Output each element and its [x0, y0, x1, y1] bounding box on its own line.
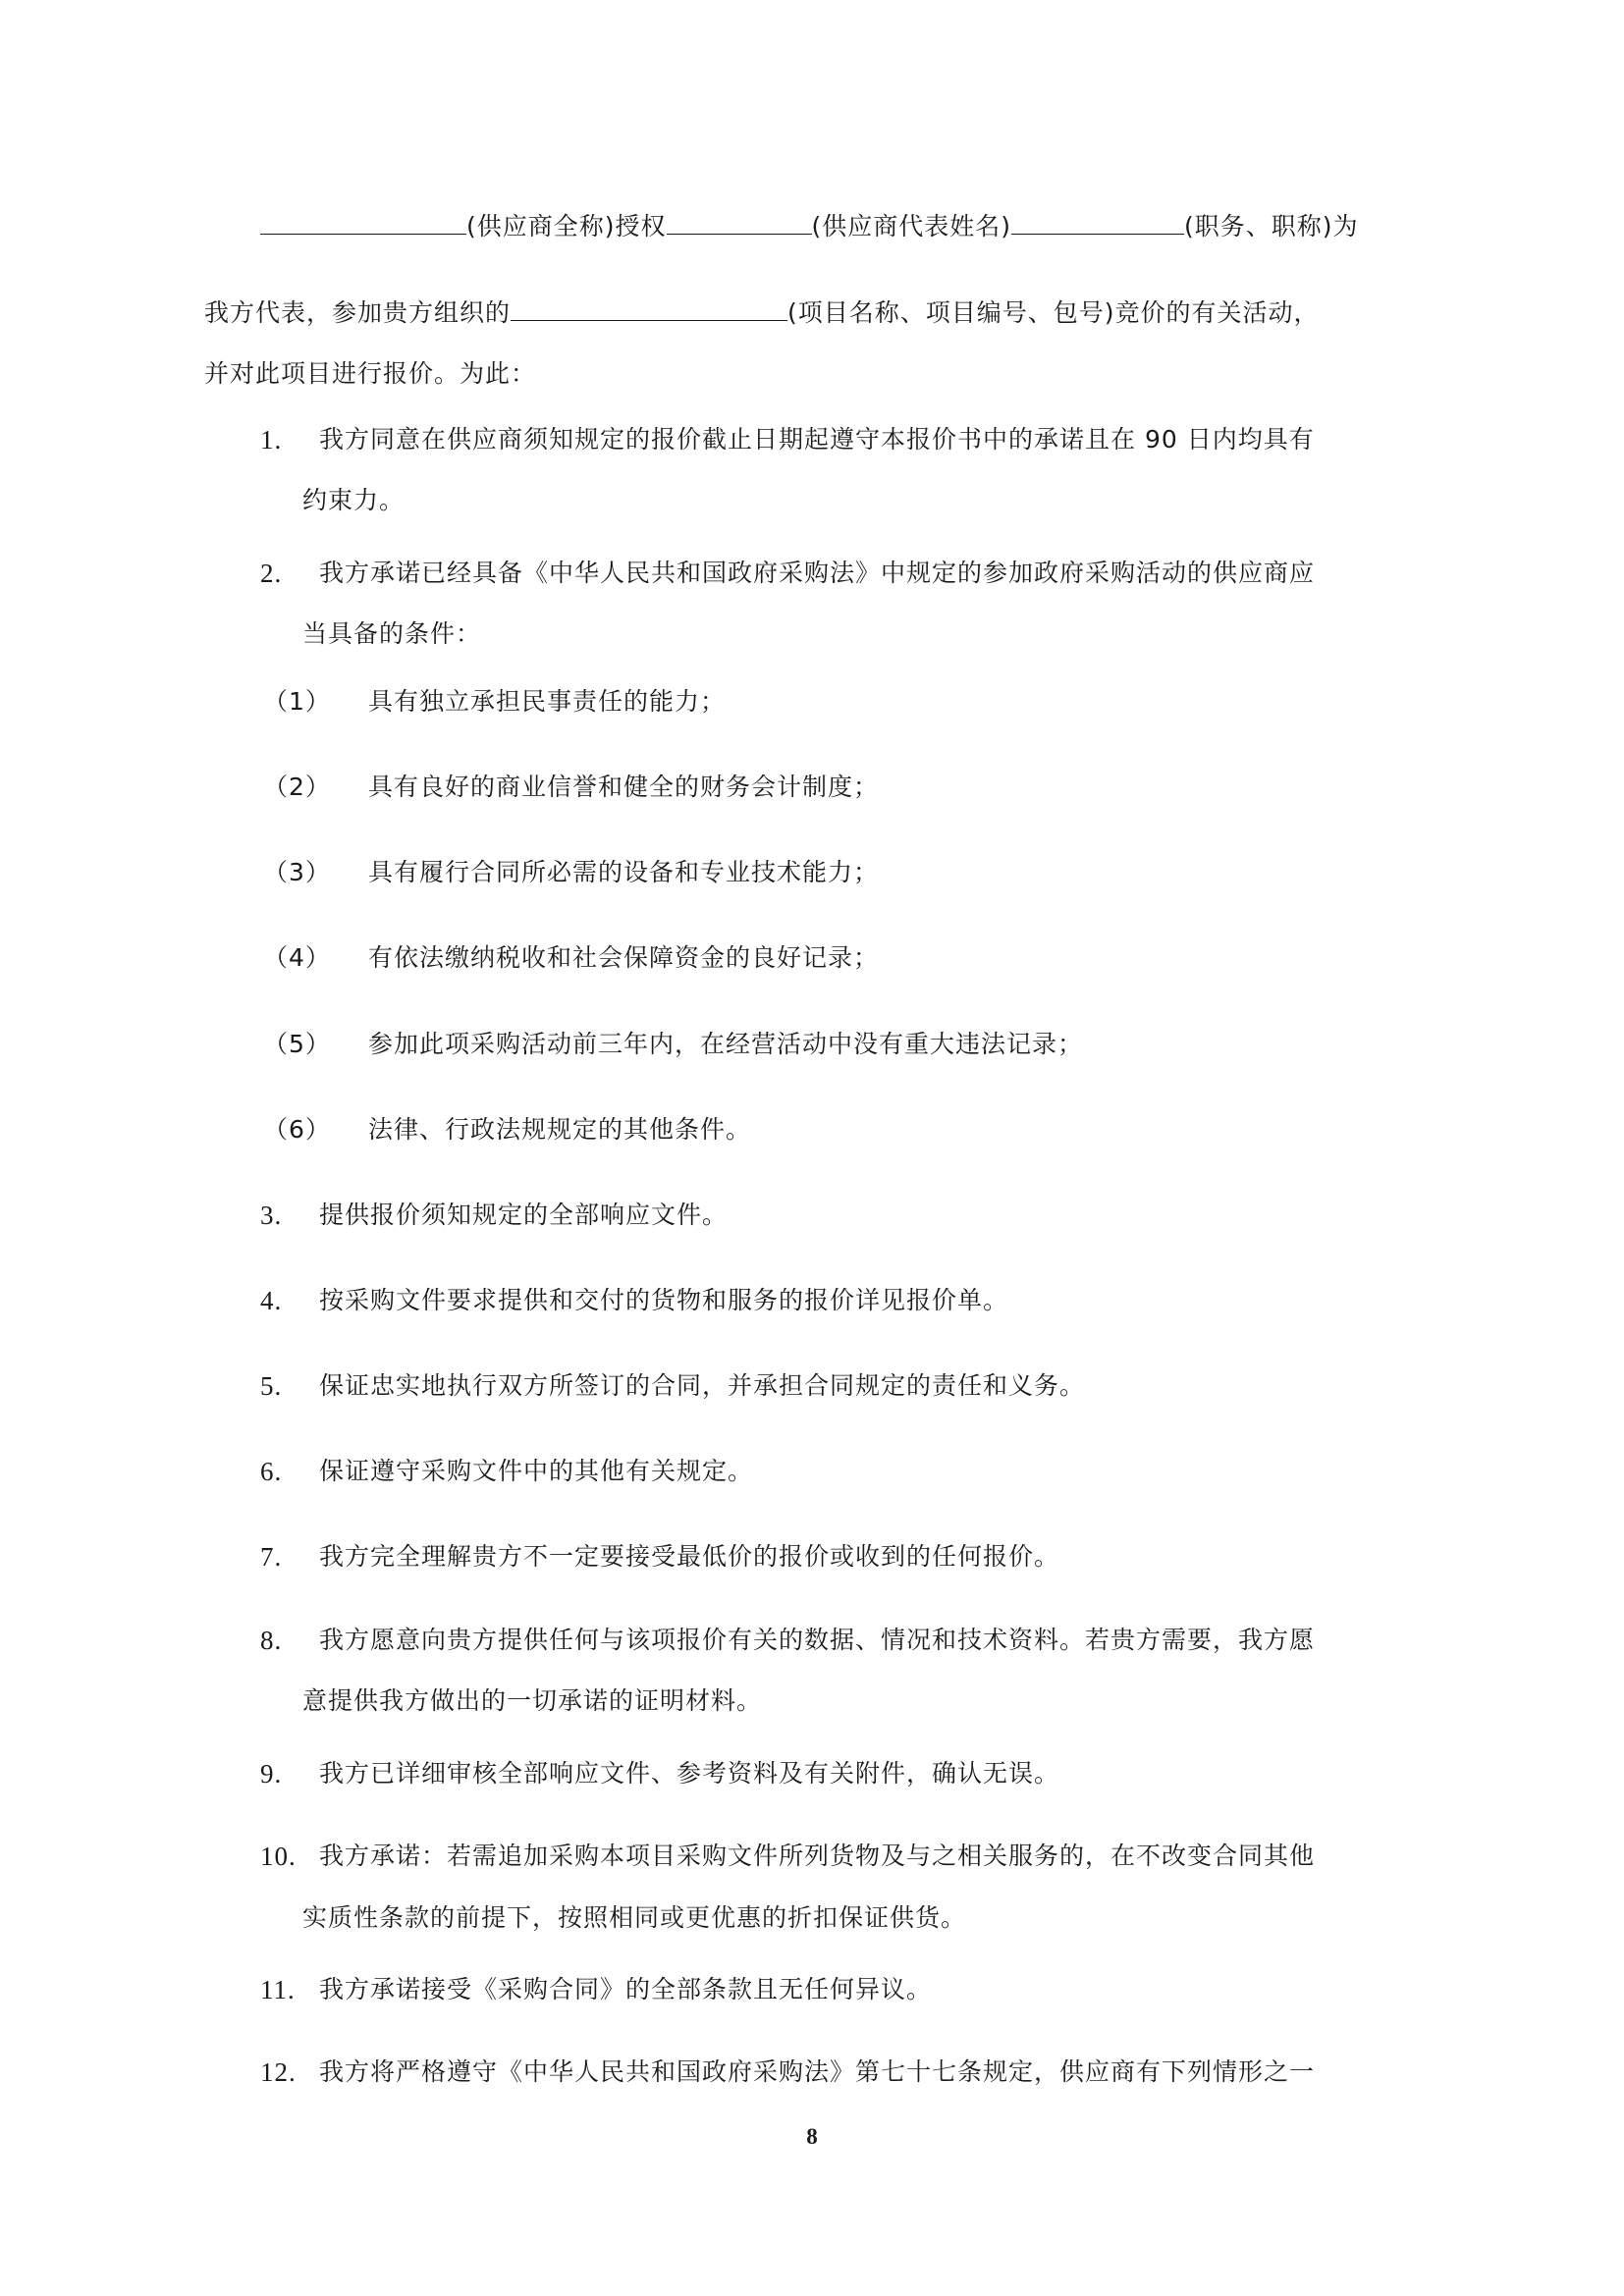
item-text-line: 我方承诺已经具备《中华人民共和国政府采购法》中规定的参加政府采购活动的供应商应: [319, 559, 1316, 587]
item-text-line: 我方同意在供应商须知规定的报价截止日期起遵守本报价书中的承诺且在 90 日内均具有: [319, 425, 1315, 454]
sub-item-number: （2）: [263, 773, 331, 801]
sub-item-text: 法律、行政法规规定的其他条件。: [368, 1115, 752, 1144]
item-number: 10.: [260, 1842, 297, 1871]
sub-item-text: 具有独立承担民事责任的能力；: [368, 687, 727, 716]
sub-item-number: （3）: [263, 858, 331, 886]
item-text-line: 我方承诺：若需追加采购本项目采购文件所列货物及与之相关服务的，在不改变合同其他: [319, 1842, 1316, 1870]
item-text-line: 提供报价须知规定的全部响应文件。: [319, 1201, 729, 1229]
sub-item-number: （4）: [263, 943, 331, 972]
intro-line-2: [204, 296, 1320, 328]
representative-name-blank: [667, 210, 812, 235]
item-text-line: 按采购文件要求提供和交付的货物和服务的报价详见报价单。: [319, 1286, 1009, 1314]
item-text-line: 保证忠实地执行双方所签订的合同，并承担合同规定的责任和义务。: [319, 1371, 1086, 1400]
item-number: 8.: [260, 1626, 283, 1655]
sub-item-number: （5）: [263, 1030, 331, 1058]
intro-line-1: [260, 210, 1359, 241]
item-text-line: 我方将严格遵守《中华人民共和国政府采购法》第七十七条规定，供应商有下列情形之一: [319, 2057, 1316, 2086]
item-text-line: 当具备的条件：: [302, 619, 482, 648]
item-text-line: 我方已详细审核全部响应文件、参考资料及有关附件，确认无误。: [319, 1759, 1060, 1788]
item-text-line: 我方愿意向贵方提供任何与该项报价有关的数据、情况和技术资料。若贵方需要，我方愿: [319, 1626, 1316, 1654]
item-number: 6.: [260, 1457, 283, 1486]
item-number: 12.: [260, 2057, 297, 2087]
sub-item-number: （1）: [263, 687, 331, 716]
item-text-line: 我方承诺接受《采购合同》的全部条款且无任何异议。: [319, 1975, 933, 2003]
supplier-name-blank: [260, 210, 466, 235]
intro-line-3: [204, 359, 536, 389]
page-number: 8: [806, 2124, 818, 2149]
item-number: 7.: [260, 1542, 283, 1572]
item-text-line: 保证遵守采购文件中的其他有关规定。: [319, 1457, 754, 1485]
item-number: 3.: [260, 1201, 283, 1230]
item-text-line: 实质性条款的前提下，按照相同或更优惠的折扣保证供货。: [302, 1903, 967, 1932]
intro-line-2-part-1: 我方代表，参加贵方组织的: [204, 298, 512, 327]
sub-item-number: （6）: [263, 1115, 331, 1144]
intro-line-1-part-3: (职务、职称)为: [1184, 212, 1359, 240]
intro-line-1-part-1: (供应商全称)授权: [466, 212, 667, 240]
item-number: 5.: [260, 1371, 283, 1401]
item-number: 4.: [260, 1286, 283, 1315]
item-number: 1.: [260, 425, 283, 454]
sub-item-text: 具有履行合同所必需的设备和专业技术能力；: [368, 858, 880, 886]
project-name-blank: [511, 296, 787, 321]
position-title-blank: [1011, 210, 1184, 235]
sub-item-text: 具有良好的商业信誉和健全的财务会计制度；: [368, 773, 880, 801]
item-number: 11.: [260, 1975, 296, 2004]
intro-line-2-part-2: (项目名称、项目编号、包号)竞价的有关活动，: [787, 298, 1320, 327]
intro-line-3-text: 并对此项目进行报价。为此：: [204, 359, 537, 388]
sub-item-text: 有依法缴纳税收和社会保障资金的良好记录；: [368, 943, 880, 972]
item-number: 9.: [260, 1759, 283, 1789]
item-text-line: 我方完全理解贵方不一定要接受最低价的报价或收到的任何报价。: [319, 1542, 1060, 1571]
sub-item-text: 参加此项采购活动前三年内，在经营活动中没有重大违法记录；: [368, 1030, 1084, 1058]
item-number: 2.: [260, 559, 283, 588]
item-text-line: 约束力。: [302, 486, 406, 514]
item-text-line: 意提供我方做出的一切承诺的证明材料。: [302, 1686, 763, 1715]
intro-line-1-part-2: (供应商代表姓名): [811, 212, 1012, 240]
